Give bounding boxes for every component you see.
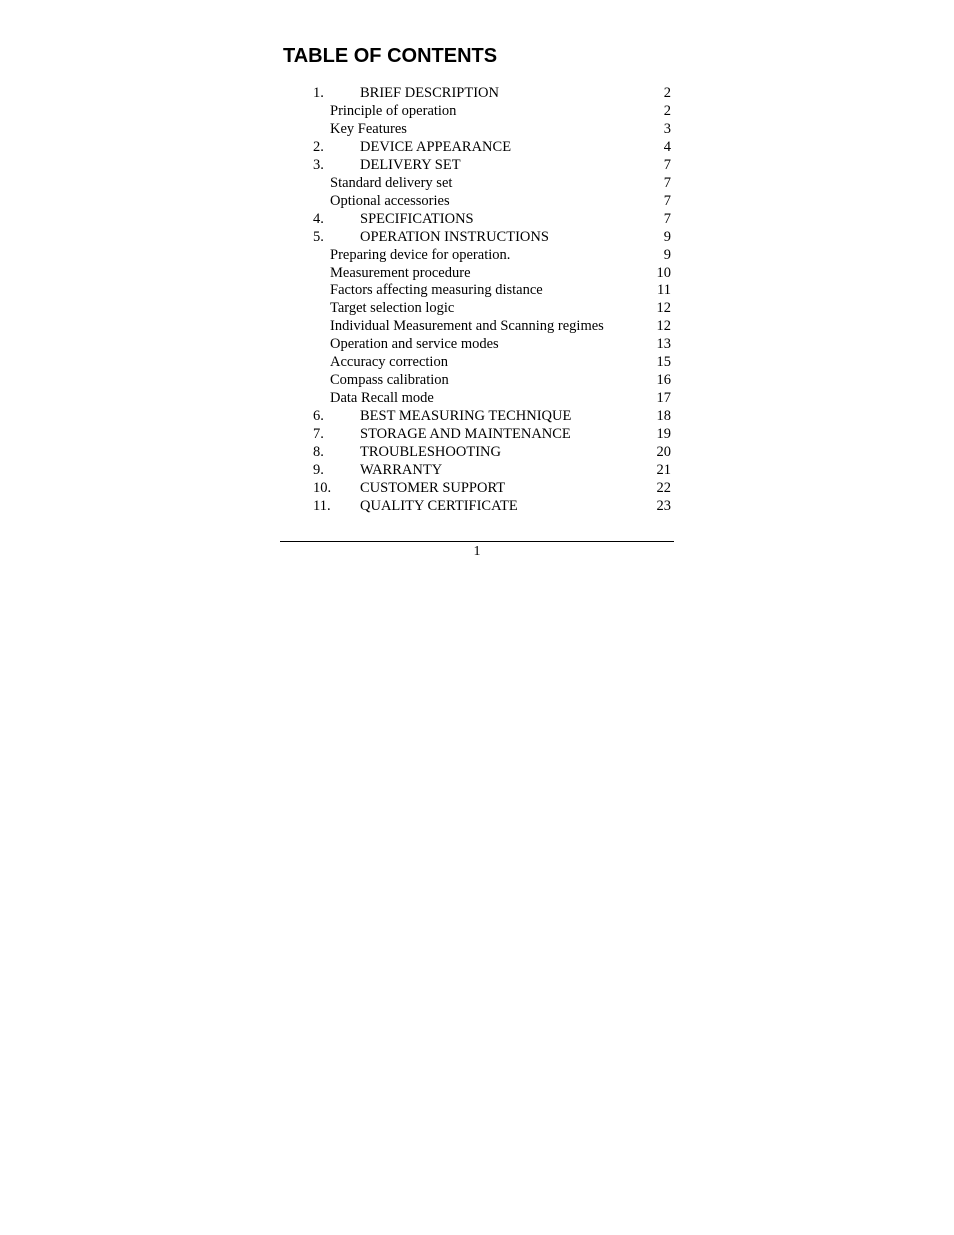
toc-entry[interactable]	[313, 318, 671, 336]
toc-entry-label: OPERATION INSTRUCTIONS	[360, 228, 549, 245]
toc-entry[interactable]	[313, 336, 671, 354]
toc-entry[interactable]	[313, 211, 671, 229]
toc-entry[interactable]	[313, 282, 671, 300]
toc-entry[interactable]	[313, 498, 671, 516]
toc-entry-label: QUALITY CERTIFICATE	[360, 497, 518, 514]
toc-entry-page: 16	[656, 372, 671, 389]
toc-entry-label: BEST MEASURING TECHNIQUE	[360, 408, 572, 425]
toc-entry[interactable]	[313, 103, 671, 121]
toc-entry-label: Standard delivery set	[330, 174, 453, 191]
toc-entry-number: 10.	[313, 479, 332, 496]
toc-entry-page: 13	[656, 336, 671, 353]
page-number: 1	[473, 544, 481, 559]
toc-entry[interactable]	[313, 390, 671, 408]
toc-entry-label: BRIEF DESCRIPTION	[360, 85, 499, 101]
toc-entry-label: Optional accessories	[330, 192, 450, 209]
toc-entry-page: 2	[663, 85, 671, 101]
toc-entry-page: 20	[656, 444, 671, 461]
toc-entry[interactable]	[313, 193, 671, 211]
toc-entry-label: Accuracy correction	[330, 354, 448, 371]
toc-entry-number: 9.	[313, 462, 324, 479]
toc-entry[interactable]	[313, 265, 671, 283]
toc-entry-label: STORAGE AND MAINTENANCE	[360, 426, 571, 443]
toc-entry[interactable]	[313, 372, 671, 390]
toc-entry-label: Individual Measurement and Scanning regimes	[330, 318, 604, 335]
toc-entry[interactable]	[313, 157, 671, 175]
toc-entry-page: 3	[663, 120, 671, 137]
toc-entry-page: 21	[656, 462, 671, 479]
toc-entry[interactable]	[313, 462, 671, 480]
toc-entry-label: CUSTOMER SUPPORT	[360, 479, 506, 496]
toc-entry-page: 9	[663, 246, 671, 263]
toc-entry-label: SPECIFICATIONS	[360, 210, 474, 227]
toc-entry-label: TROUBLESHOOTING	[360, 444, 501, 461]
toc-entry-page: 11	[657, 282, 671, 299]
toc-entry[interactable]	[313, 354, 671, 372]
toc-entry-label: DEVICE APPEARANCE	[360, 138, 512, 155]
toc-entry-label: DELIVERY SET	[360, 156, 461, 173]
toc-entry-number: 7.	[313, 426, 324, 443]
toc-entry[interactable]	[313, 426, 671, 444]
toc-entry[interactable]	[313, 408, 671, 426]
toc-entry[interactable]	[313, 139, 671, 157]
toc-entry-number: 5.	[313, 228, 324, 245]
toc-entry-label: Target selection logic	[330, 300, 455, 317]
toc-entry[interactable]	[313, 247, 671, 265]
toc-entry[interactable]	[313, 121, 671, 139]
toc-entry-label: Data Recall mode	[330, 390, 434, 407]
toc-entry-page: 12	[656, 300, 671, 317]
page-title: TABLE OF CONTENTS	[283, 45, 498, 67]
toc-entry-label: Principle of operation	[330, 102, 457, 119]
toc-entry-number: 6.	[313, 408, 324, 425]
toc-entry-page: 7	[663, 210, 671, 227]
table-of-contents	[313, 85, 671, 516]
toc-entry[interactable]	[313, 300, 671, 318]
toc-entry-number: 3.	[313, 156, 324, 173]
footer-rule	[280, 541, 674, 542]
toc-entry-page: 17	[656, 390, 671, 407]
toc-entry-number: 11.	[313, 497, 331, 514]
toc-entry-label: Compass calibration	[330, 372, 449, 389]
toc-entry-label: Factors affecting measuring distance	[330, 282, 543, 299]
toc-entry-page: 9	[663, 228, 671, 245]
toc-entry-page: 10	[656, 264, 671, 281]
toc-entry-page: 7	[663, 156, 671, 173]
toc-entry-page: 7	[663, 174, 671, 191]
toc-entry-page: 19	[656, 426, 671, 443]
toc-entry[interactable]	[313, 480, 671, 498]
toc-entry-page: 4	[663, 138, 671, 155]
toc-entry-page: 7	[663, 192, 671, 209]
toc-entry[interactable]	[313, 85, 671, 103]
toc-entry[interactable]	[313, 444, 671, 462]
toc-entry-number: 8.	[313, 444, 324, 461]
toc-entry[interactable]	[313, 175, 671, 193]
toc-entry[interactable]	[313, 229, 671, 247]
toc-entry-number: 2.	[313, 138, 324, 155]
toc-entry-page: 2	[663, 102, 671, 119]
toc-entry-page: 18	[656, 408, 671, 425]
toc-entry-label: Key Features	[330, 120, 407, 137]
toc-entry-page: 22	[656, 479, 671, 496]
toc-entry-label: Measurement procedure	[330, 264, 471, 281]
toc-entry-label: WARRANTY	[360, 462, 443, 479]
toc-entry-number: 1.	[313, 85, 324, 101]
toc-entry-label: Operation and service modes	[330, 336, 499, 353]
toc-entry-number: 4.	[313, 210, 324, 227]
toc-entry-page: 23	[656, 497, 671, 514]
toc-entry-page: 15	[656, 354, 671, 371]
toc-entry-label: Preparing device for operation.	[330, 246, 511, 263]
toc-entry-page: 12	[656, 318, 671, 335]
